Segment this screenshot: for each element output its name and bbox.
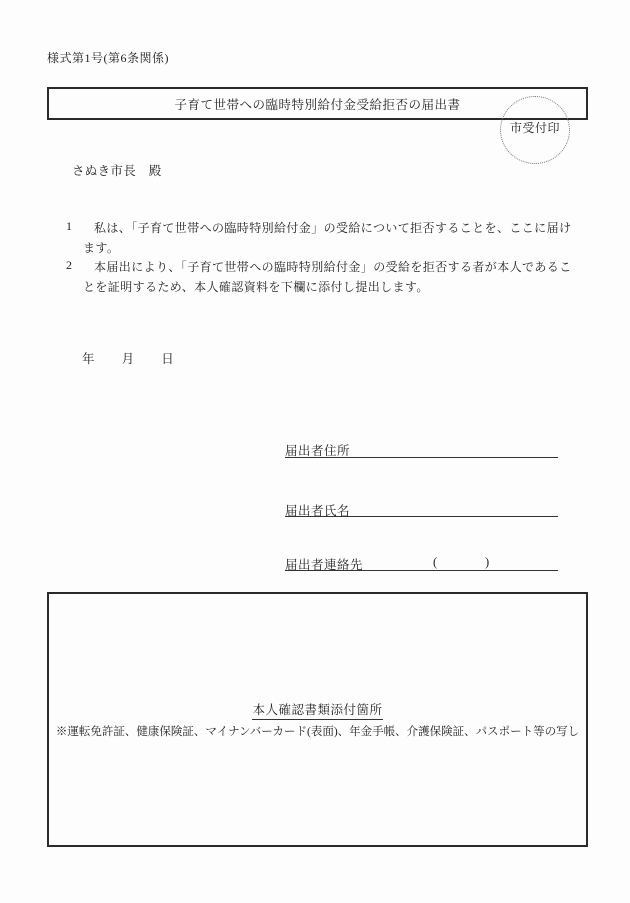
field-label-name: 届出者氏名 bbox=[285, 504, 351, 518]
month-label: 月 bbox=[121, 352, 135, 366]
field-row-contact bbox=[285, 555, 558, 571]
stamp-label: 市受付印 bbox=[509, 120, 560, 135]
form-code-label: 様式第1号(第6条関係) bbox=[47, 51, 169, 65]
date-line bbox=[82, 349, 174, 367]
item-number: 2 bbox=[66, 258, 73, 272]
item-number: 1 bbox=[66, 219, 73, 233]
year-label: 年 bbox=[82, 352, 95, 366]
notice-line: 私は、「子育て世帯への臨時特別給付金」の受給について拒否することを、ここに届け bbox=[94, 221, 572, 235]
contact-paren-open: ( bbox=[433, 555, 438, 569]
attachment-box bbox=[47, 592, 588, 847]
contact-paren-close: ) bbox=[485, 555, 490, 569]
field-row-address bbox=[285, 441, 558, 458]
notice-line: とを証明するため、本人確認資料を下欄に添付し提出します。 bbox=[83, 279, 429, 294]
day-label: 日 bbox=[161, 352, 174, 366]
field-label-address: 届出者住所 bbox=[285, 444, 351, 458]
addressee-line: さぬき市長 殿 bbox=[72, 164, 162, 178]
notice-item-1 bbox=[66, 219, 580, 258]
city-receipt-stamp bbox=[500, 96, 570, 164]
notice-line: ます。 bbox=[83, 240, 120, 255]
notice-line: 本届出により、「子育て世帯への臨時特別給付金」の受給を拒否する者が本人であるこ bbox=[94, 260, 572, 274]
field-label-contact: 届出者連絡先 bbox=[285, 558, 364, 572]
field-row-name bbox=[285, 501, 558, 517]
notice-item-2 bbox=[66, 258, 580, 297]
attachment-heading: 本人確認書類添付箇所 bbox=[252, 700, 382, 720]
form-title: 子育て世帯への臨時特別給付金受給拒否の届出書 bbox=[174, 97, 461, 112]
attachment-heading-wrap bbox=[49, 700, 586, 720]
notice-list bbox=[66, 219, 580, 297]
attachment-note: ※運転免許証、健康保険証、マイナンバーカード(表面)、年金手帳、介護保険証、パスポート等の写し bbox=[55, 726, 580, 738]
